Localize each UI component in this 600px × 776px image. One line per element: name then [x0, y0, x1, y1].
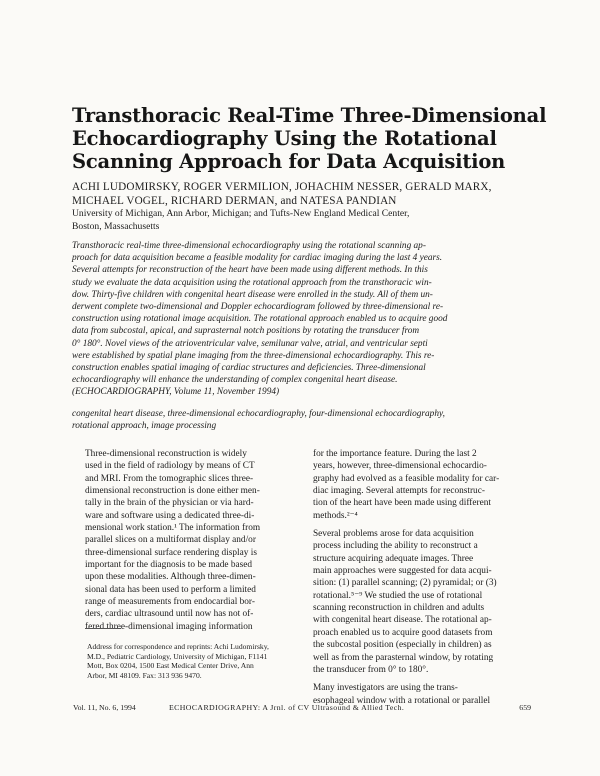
- author-line: MICHAEL VOGEL, RICHARD DERMAN, and NATESA PANDIAN: [72, 194, 397, 207]
- body-line: Three-dimensional reconstruction is widely: [85, 449, 247, 459]
- body-line: dimensional reconstruction is done either men-: [85, 486, 260, 497]
- abstract-line: 0° 180°. Novel views of the atrioventricular valve, semilunar valve, atrial, and ventricular septi: [72, 338, 428, 349]
- body-line: range of measurements from endocardial bor-: [85, 597, 255, 608]
- body-line: with congenital heart disease. The rotational ap-: [313, 615, 492, 626]
- abstract-line: Transthoracic real-time three-dimensional echocardiography using the rotational scanning ap-: [72, 241, 426, 251]
- abstract-line: were established by spatial plane imaging from the three-dimensional echocardiography. This re-: [72, 350, 435, 361]
- body-line: the subcostal position (especially in children) as: [313, 640, 492, 651]
- body-line: scanning reconstruction in children and adults: [313, 603, 485, 614]
- footnote-line: Mott, Box 0204, 1500 East Medical Center Drive, Ann: [87, 661, 254, 671]
- body-line: three-dimensional surface rendering display is: [85, 547, 257, 558]
- abstract-line: data from subcostal, apical, and suprasternal notch positions by rotating the transducer from: [72, 326, 420, 337]
- abstract-line: construction enables spatial imaging of cardiac structures and deficiencies. Three-dimensional: [72, 363, 426, 374]
- affiliation-line: University of Michigan, Ann Arbor, Michigan; and Tufts-New England Medical Center,: [72, 208, 410, 219]
- abstract-line: (ECHOCARDIOGRAPHY, Volume 11, November 1994): [72, 387, 280, 398]
- body-line: important for the diagnosis to be made based: [85, 560, 253, 571]
- keyword-line: rotational approach, image processing: [72, 421, 217, 432]
- body-line: esophageal window with a rotational or parallel: [313, 695, 491, 706]
- title-line: Echocardiography Using the Rotational: [72, 127, 497, 150]
- footnote-line: Address for correspondence and reprints: Achi Ludomirsky,: [87, 642, 269, 651]
- body-line: Many investigators are using the trans-: [313, 683, 458, 694]
- abstract-line: construction using rotational image acquisition. The rotational approach enabled us to acquire good: [72, 314, 448, 325]
- volume-info: Vol. 11, No. 6, 1994: [73, 703, 136, 712]
- body-line: ware and software using a dedicated three-di-: [85, 510, 255, 521]
- abstract-line: derwent complete two-dimensional and Doppler echocardiogram followed by three-dimensional re-: [72, 302, 444, 313]
- title-line: Transthoracic Real-Time Three-Dimensional: [72, 104, 547, 127]
- body-line: main approaches were suggested for data acqui-: [313, 566, 492, 577]
- body-line: Several problems arose for data acquisition: [313, 529, 474, 540]
- abstract-line: Several attempts for reconstruction of the heart have been made using different methods. In this: [72, 265, 428, 276]
- journal-name: ECHOCARDIOGRAPHY: A Jrnl. of CV Ultrasound & Allied Tech.: [169, 703, 405, 712]
- body-line: years, however, three-dimensional echocardio-: [313, 461, 487, 472]
- body-line: process including the ability to reconstruct a: [313, 541, 478, 552]
- affiliation: [72, 208, 542, 233]
- body-line: graphy had evolved as a feasible modality for car-: [313, 473, 500, 484]
- author-line: ACHI LUDOMIRSKY, ROGER VERMILION, JOHACHIM NESSER, GERALD MARX,: [72, 181, 492, 193]
- body-line: for the importance feature. During the last 2: [313, 449, 477, 459]
- body-line: structure acquiring adequate images. Three: [313, 553, 474, 564]
- body-line: parallel slices on a multiformat display and/or: [85, 535, 256, 546]
- abstract-line: echocardiography will enhance the understanding of complex congenital heart disease.: [72, 375, 398, 386]
- abstract: [72, 240, 528, 399]
- body-line: mensional work station.¹ The information from: [85, 523, 261, 534]
- body-line: diac imaging. Several attempts for reconstruc-: [313, 486, 485, 497]
- keywords: [72, 408, 528, 432]
- body-line: sition: (1) parallel scanning; (2) pyramidal; or (3): [313, 578, 497, 589]
- body-line: upon these modalities. Although three-dimen-: [85, 572, 256, 583]
- body-line: methods.²⁻⁴: [313, 510, 358, 521]
- article-title: [72, 104, 547, 173]
- footnote-line: M.D., Pediatric Cardiology, University of Michigan, F1141: [87, 651, 268, 661]
- author-list: [72, 181, 542, 208]
- body-line: ders, cardiac ultrasound until now has not of-: [85, 609, 254, 620]
- body-line: sional data has been used to perform a limited: [85, 584, 256, 595]
- body-line: tion of the heart have been made using different: [313, 498, 491, 509]
- body-line: the transducer from 0° to 180°.: [313, 664, 429, 675]
- abstract-line: proach for data acquisition became a feasible modality for cardiac imaging during the last 4 years.: [72, 253, 443, 264]
- body-line: fered three-dimensional imaging information: [85, 621, 253, 632]
- footnote-line: Arbor, MI 48109. Fax: 313 936 9470.: [87, 670, 202, 680]
- body-line: rotational.⁵⁻⁹ We studied the use of rotational: [313, 590, 483, 601]
- footnote-divider: [85, 628, 121, 629]
- body-line: used in the field of radiology by means of CT: [85, 461, 255, 472]
- body-line: and MRI. From the tomographic slices three-: [85, 473, 254, 484]
- abstract-line: study we evaluate the data acquisition using the rotational approach from the transthoracic win-: [72, 277, 432, 288]
- correspondence-footnote: [87, 642, 309, 680]
- body-line: tally in the brain of the physician or via hard-: [85, 498, 254, 509]
- keyword-line: congenital heart disease, three-dimensional echocardiography, four-dimensional echocardiography,: [72, 409, 445, 419]
- page-number: 659: [519, 703, 531, 712]
- title-line: Scanning Approach for Data Acquisition: [72, 150, 506, 173]
- body-line: proach enabled us to acquire good datasets from: [313, 627, 493, 638]
- body-column-left: [85, 448, 305, 633]
- abstract-line: dow. Thirty-five children with congenital heart disease were enrolled in the study. All of them un-: [72, 289, 433, 300]
- affiliation-line: Boston, Massachusetts: [72, 220, 160, 232]
- body-column-right: [313, 448, 533, 707]
- body-line: well as from the parasternal window, by rotating: [313, 652, 494, 663]
